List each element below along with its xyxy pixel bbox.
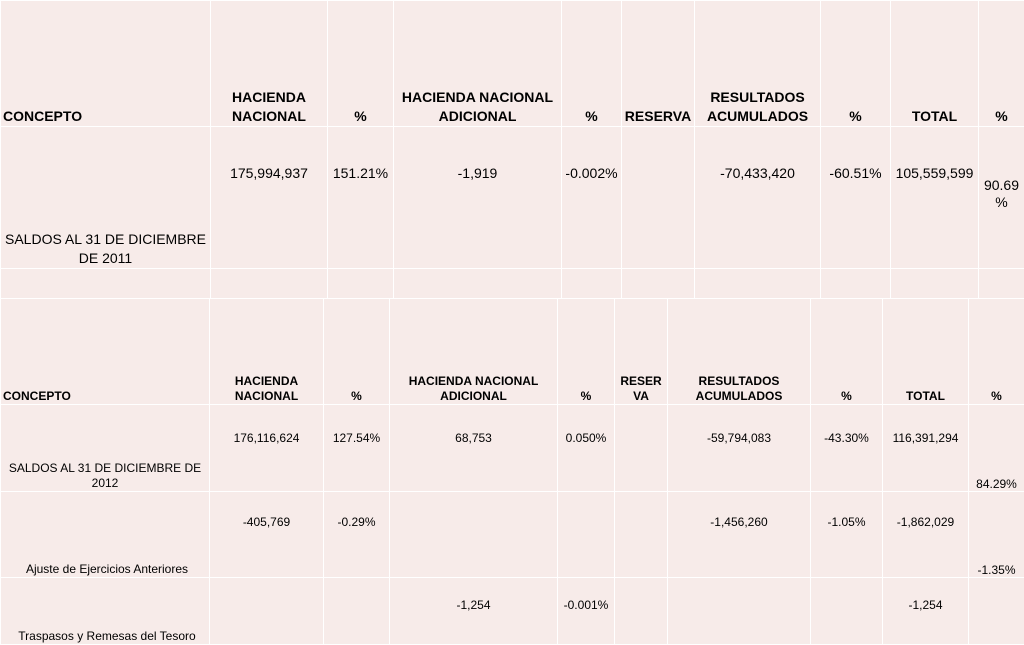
cell-pct (558, 492, 615, 578)
header-total: TOTAL (883, 299, 969, 405)
cell-resultados-acumulados: -1,456,260 (668, 492, 811, 578)
header-pct: % (328, 1, 394, 127)
header-pct: % (811, 299, 883, 405)
table-row (1, 578, 1024, 645)
cell-hacienda-nacional: -405,769 (210, 492, 324, 578)
header-hacienda-nacional-adicional: HACIENDA NACIONAL ADICIONAL (390, 299, 558, 405)
header-hacienda-nacional: HACIENDA NACIONAL (210, 299, 324, 405)
cell-pct: 151.21% (328, 127, 394, 269)
header-hacienda-nacional: HACIENDA NACIONAL (211, 1, 328, 127)
cell-pct: -1.35% (969, 492, 1024, 578)
cell-reserva (622, 127, 695, 269)
table-row (1, 127, 1024, 269)
cell-pct: -0.29% (324, 492, 390, 578)
cell-resultados-acumulados (668, 578, 811, 645)
cell-reserva (615, 405, 668, 492)
cell-hacienda-nacional-adicional (390, 492, 558, 578)
header-pct: % (979, 1, 1024, 127)
cell-pct: 0.050% (558, 405, 615, 492)
header-pct: % (558, 299, 615, 405)
cell-hacienda-nacional (210, 578, 324, 645)
row-concepto: SALDOS AL 31 DE DICIEMBRE DE 2012 (1, 405, 210, 492)
cell-total: -1,254 (883, 578, 969, 645)
cell-pct (811, 578, 883, 645)
table-row (1, 405, 1024, 492)
header-row (1, 1, 1024, 127)
cell-hacienda-nacional-adicional: -1,919 (394, 127, 562, 269)
cell-pct: -0.002% (562, 127, 622, 269)
cell-total: 105,559,599 (891, 127, 979, 269)
equity-table-2012 (0, 298, 1024, 645)
header-total: TOTAL (891, 1, 979, 127)
header-resultados-acumulados: RESULTADOS ACUMULADOS (668, 299, 811, 405)
cell-pct: 127.54% (324, 405, 390, 492)
cell-reserva (615, 578, 668, 645)
row-concepto: SALDOS AL 31 DE DICIEMBRE DE 2011 (1, 127, 211, 269)
cell-resultados-acumulados: -70,433,420 (695, 127, 821, 269)
header-hacienda-nacional-adicional: HACIENDA NACIONAL ADICIONAL (394, 1, 562, 127)
header-pct: % (969, 299, 1024, 405)
cell-pct: -43.30% (811, 405, 883, 492)
cell-total: 116,391,294 (883, 405, 969, 492)
row-concepto: Traspasos y Remesas del Tesoro (1, 578, 210, 645)
cell-total: -1,862,029 (883, 492, 969, 578)
header-row (1, 299, 1024, 405)
cell-pct: -0.001% (558, 578, 615, 645)
header-resultados-acumulados: RESULTADOS ACUMULADOS (695, 1, 821, 127)
header-reserva: RESER VA (615, 299, 668, 405)
cell-reserva (615, 492, 668, 578)
cell-hacienda-nacional-adicional: -1,254 (390, 578, 558, 645)
cell-pct: 84.29% (969, 405, 1024, 492)
cell-pct (969, 578, 1024, 645)
header-reserva: RESERVA (622, 1, 695, 127)
cell-hacienda-nacional-adicional: 68,753 (390, 405, 558, 492)
cell-pct: 90.69 % (979, 127, 1024, 269)
header-pct: % (324, 299, 390, 405)
cell-pct: -60.51% (821, 127, 891, 269)
header-pct: % (821, 1, 891, 127)
table-row (1, 492, 1024, 578)
cell-hacienda-nacional: 176,116,624 (210, 405, 324, 492)
header-pct: % (562, 1, 622, 127)
cell-resultados-acumulados: -59,794,083 (668, 405, 811, 492)
cell-pct (324, 578, 390, 645)
cell-hacienda-nacional: 175,994,937 (211, 127, 328, 269)
row-concepto: Ajuste de Ejercicios Anteriores (1, 492, 210, 578)
cell-pct: -1.05% (811, 492, 883, 578)
header-concepto: CONCEPTO (1, 299, 210, 405)
header-concepto: CONCEPTO (1, 1, 211, 127)
